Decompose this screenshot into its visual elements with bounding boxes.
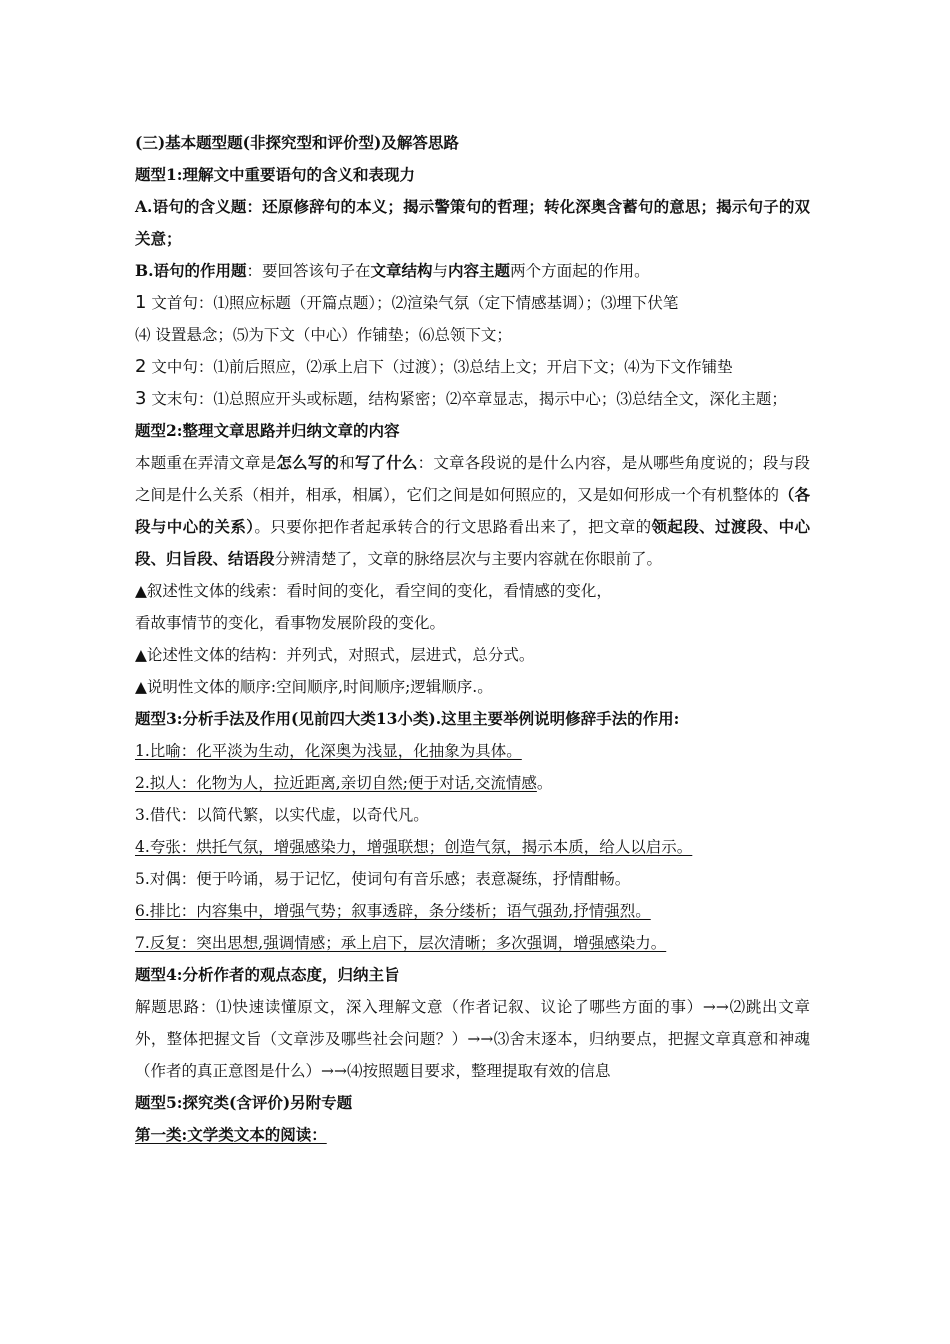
- rhetoric-hyperbole: 4.夸张：烘托气氛，增强感染力，增强联想；创造气氛，揭示本质，给人以启示。: [135, 838, 693, 856]
- question-type-3-heading: 题型3:分析手法及作用(见前四大类13小类).这里主要举例说明修辞手法的作用:: [135, 709, 680, 728]
- structure-paragraph: 本题重在弄清文章是怎么写的和写了什么：文章各段说的是什么内容，是从哪些角度说的；段与段之间是什么关系（相并，相承，相属），它们之间是如何照应的，又是如何形成一个有机整体的（各段与中心的关系）。只要你把作者起承转合的行文思路看出来了，把文章的领起段、过渡段、中心段、归旨段、结语段分辨清楚了，文章的脉络层次与主要内容就在你眼前了。: [135, 453, 810, 568]
- rhetoric-personification: 2.拟人：化物为人，拉近距离,亲切自然;便于对话,交流情感。: [135, 774, 553, 792]
- rhetoric-antithesis: 5.对偶：便于吟诵，易于记忆，使词句有音乐感；表意凝练，抒情酣畅。: [135, 870, 631, 888]
- question-type-5-heading: 题型5:探究类(含评价)另附专题: [135, 1093, 353, 1112]
- meaning-question-text: A.语句的含义题：还原修辞句的本义；揭示警策句的哲理；转化深奥含蓄句的意思；揭示句子的双关意；: [135, 197, 810, 248]
- question-type-4-heading: 题型4:分析作者的观点态度，归纳主旨: [135, 965, 400, 984]
- literary-text-heading: 第一类:文学类文本的阅读：: [135, 1125, 327, 1144]
- ending-sentence-item: 3 文末句：⑴总照应开头或标题，结构紧密；⑵卒章显志，揭示中心；⑶总结全文，深化主题；: [135, 388, 787, 409]
- solution-approach-paragraph: 解题思路：⑴快速读懂原文，深入理解文意（作者记叙、议论了哪些方面的事）→→⑵跳出文章外，整体把握文旨（文章涉及哪些社会问题？）→→⑶舍末逐本，归纳要点，把握文章真意和神魂（作者的真正意图是什么）→→⑷按照题目要求，整理提取有效的信息: [135, 998, 810, 1080]
- rhetoric-metonymy: 3.借代：以简代繁，以实代虚，以奇代凡。: [135, 806, 429, 824]
- argumentative-structure-line: ▲论述性文体的结构：并列式，对照式，层进式，总分式。: [135, 646, 535, 664]
- rhetoric-metaphor: 1.比喻：化平淡为生动，化深奥为浅显，化抽象为具体。: [135, 742, 522, 760]
- function-question-text: B.语句的作用题：要回答该句子在文章结构与内容主题两个方面起的作用。: [135, 261, 650, 280]
- expository-order-line: ▲说明性文体的顺序:空间顺序,时间顺序;逻辑顺序.。: [135, 678, 493, 696]
- document-page: [135, 127, 810, 1151]
- narrative-clue-line: ▲叙述性文体的线索：看时间的变化，看空间的变化，看情感的变化，: [135, 582, 612, 600]
- opening-sentence-continued: ⑷ 设置悬念；⑸为下文（中心）作铺垫；⑹总领下文；: [135, 326, 512, 344]
- section-heading: (三)基本题型题(非探究型和评价型)及解答思路: [135, 133, 459, 152]
- rhetoric-repetition: 7.反复：突出思想,强调情感；承上启下，层次清晰；多次强调，增强感染力。: [135, 934, 667, 952]
- narrative-clue-continued: 看故事情节的变化，看事物发展阶段的变化。: [135, 614, 446, 632]
- opening-sentence-item: 1 文首句：⑴照应标题（开篇点题）；⑵渲染气氛（定下情感基调）；⑶埋下伏笔: [135, 292, 679, 313]
- question-type-2-heading: 题型2:整理文章思路并归纳文章的内容: [135, 421, 400, 440]
- question-type-1-heading: 题型1:理解文中重要语句的含义和表现力: [135, 165, 416, 184]
- rhetoric-parallelism: 6.排比：内容集中，增强气势；叙事透辟，条分缕析；语气强劲,抒情强烈。: [135, 902, 651, 920]
- middle-sentence-item: 2 文中句：⑴前后照应，⑵承上启下（过渡）；⑶总结上文；开启下文；⑷为下文作铺垫: [135, 356, 733, 377]
